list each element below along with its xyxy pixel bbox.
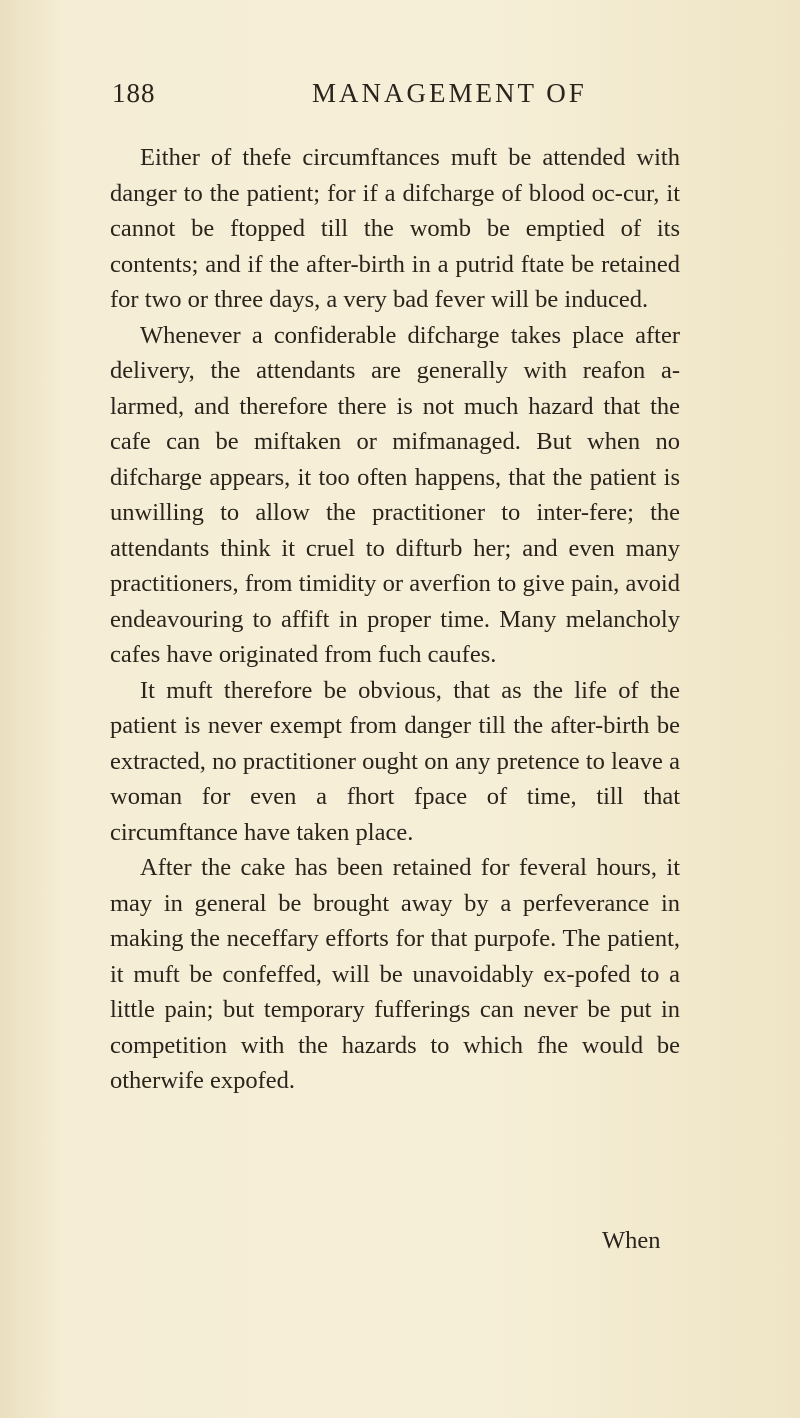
paragraph: Whenever a confiderable difcharge takes place after delivery, the attendants are generally with reafon a-larmed, and therefore there is not much hazard that the cafe can be miftaken or mifmanaged. But when no difcharge appears, it too often happens, that the patient is unwilling to allow the practitioner to inter-fere; the attendants think it cruel to difturb her; and even many practitioners, from timidity or averfion to give pain, avoid endeavouring to affift in proper time. Many melancholy cafes have originated from fuch caufes. <box>110 321 680 668</box>
paragraph: Either of thefe circumftances muft be attended with danger to the patient; for if a difcharge of blood oc-cur, it cannot be ftopped till the womb be emptied of its contents; and if the after-birth in a putrid ftate be retained for two or three days, a very bad fever will be induced. <box>110 144 680 313</box>
catchword: When <box>602 1227 661 1254</box>
paragraph: It muft therefore be obvious, that as the life of the patient is never exempt from danger till the after-birth be extracted, no practitioner ought on any pretence to leave a woman for even a fhort fpace of time, till that circumftance have taken place. <box>110 676 680 846</box>
paragraph: After the cake has been retained for feveral hours, it may in general be brought away by a perfeverance in making the neceffary efforts for that purpofe. The patient, it muft be confeffed, will be unavoidably ex-pofed to a little pain; but temporary fufferings can never be put in competition with the hazards to which fhe would be otherwife expofed. <box>110 854 680 1094</box>
page-number: 188 <box>112 78 156 108</box>
page-header <box>112 78 672 122</box>
body-text <box>110 140 680 1099</box>
running-head: MANAGEMENT OF <box>312 78 587 108</box>
